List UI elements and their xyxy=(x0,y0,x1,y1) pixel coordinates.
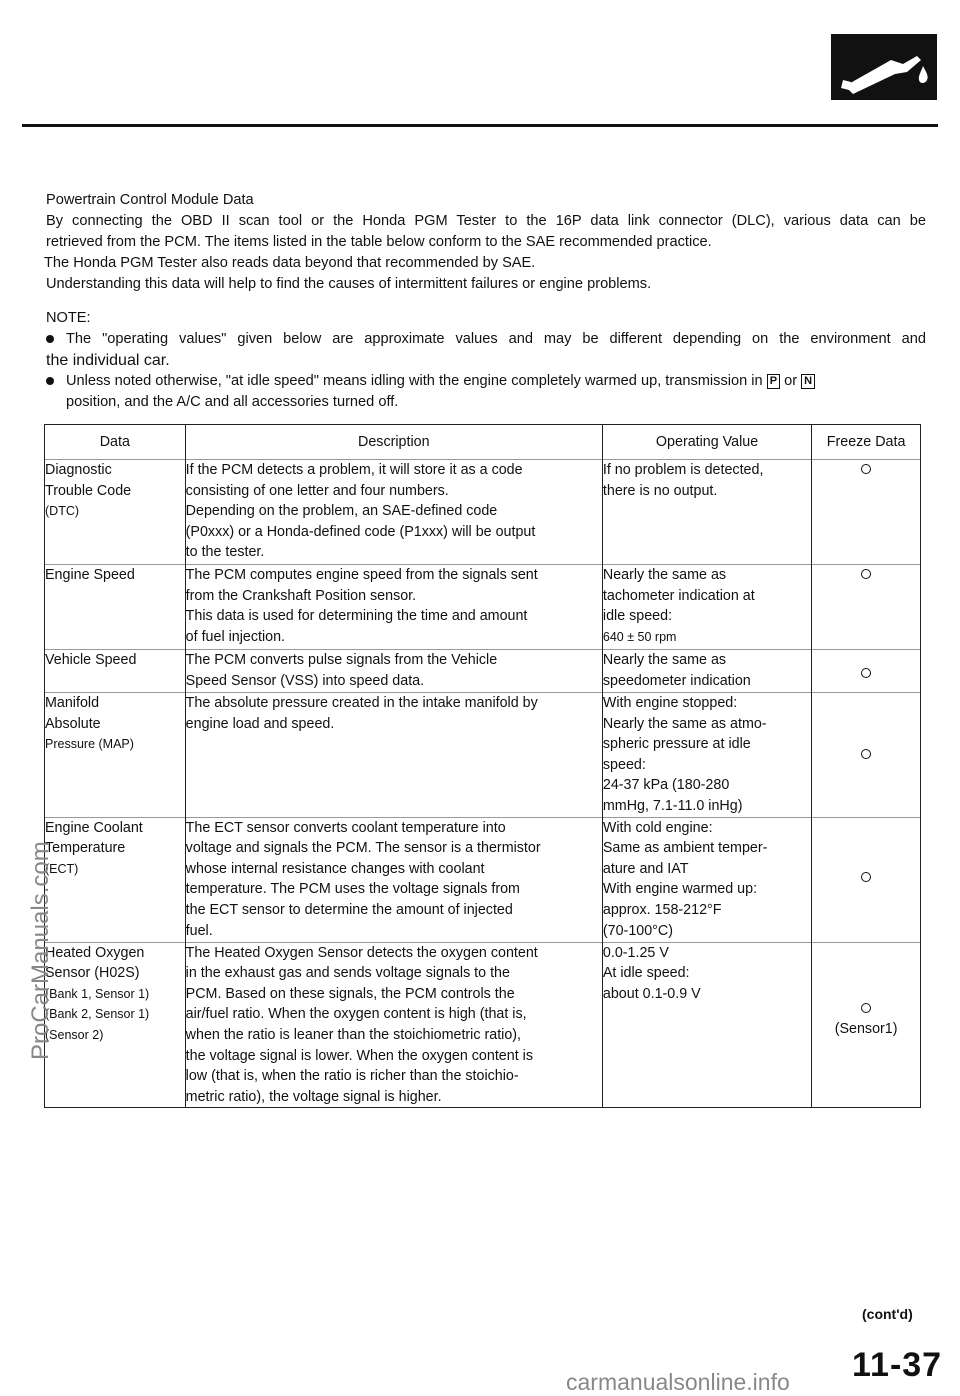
value-line: speedometer indication xyxy=(602,672,751,689)
data-line: Trouble Code xyxy=(45,482,132,499)
column-header-freeze-data: Freeze Data xyxy=(812,425,921,460)
table-row xyxy=(45,942,921,1108)
data-line: (ECT) xyxy=(45,861,79,876)
neutral-position-icon: N xyxy=(801,374,815,389)
side-watermark: ProCarManuals.com xyxy=(27,841,54,1060)
description-line: engine load and speed. xyxy=(185,715,335,732)
operating-value-cell xyxy=(602,942,811,1108)
note-text: The "operating values" given below are approximate values and may be different depending on the environment and xyxy=(66,331,926,347)
table-row xyxy=(45,565,921,650)
data-line: Heated Oxygen xyxy=(45,944,145,961)
note-text xyxy=(66,371,926,392)
oil-can-icon xyxy=(831,34,937,100)
continued-label: (cont'd) xyxy=(862,1306,913,1322)
value-line: Nearly the same as xyxy=(602,652,727,668)
data-cell xyxy=(45,817,186,942)
intro-line: Understanding this data will help to find the causes of intermittent failures or engine problems. xyxy=(46,276,652,292)
value-line: tachometer indication at xyxy=(602,587,755,604)
description-line: whose internal resistance changes with coolant xyxy=(185,860,485,877)
data-cell xyxy=(45,565,186,650)
description-line: metric ratio), the voltage signal is higher. xyxy=(185,1088,442,1105)
description-line: low (that is, when the ratio is richer than the stoichio- xyxy=(185,1068,519,1085)
description-line: of fuel injection. xyxy=(185,628,286,645)
value-line: With engine stopped: xyxy=(602,695,738,711)
description-cell xyxy=(185,460,602,565)
freeze-data-cell xyxy=(812,693,921,818)
note-text-main: Unless noted otherwise, "at idle speed" means idling with the engine completely warmed up, transmission in xyxy=(66,373,763,389)
table-row xyxy=(45,650,921,693)
operating-value-cell xyxy=(602,693,811,818)
value-line: If no problem is detected, xyxy=(602,462,764,478)
header-rule xyxy=(22,124,938,127)
value-line: 640 ± 50 rpm xyxy=(602,629,677,644)
data-line: Absolute xyxy=(45,715,101,732)
table-row xyxy=(45,817,921,942)
data-line: Temperature xyxy=(45,840,126,857)
description-line: The absolute pressure created in the intake manifold by xyxy=(185,695,538,711)
data-line: Sensor (H02S) xyxy=(45,965,140,982)
freeze-data-cell xyxy=(812,460,921,565)
freeze-note: (Sensor1) xyxy=(834,1021,898,1038)
description-line: Depending on the problem, an SAE-defined code xyxy=(185,503,498,520)
value-line: 0.0-1.25 V xyxy=(602,944,669,961)
value-line: mmHg, 7.1-11.0 inHg) xyxy=(602,797,743,814)
description-line: voltage and signals the PCM. The sensor is a thermistor xyxy=(185,840,541,857)
data-cell xyxy=(45,460,186,565)
description-line: consisting of one letter and four numbers. xyxy=(185,482,449,499)
data-line: Pressure (MAP) xyxy=(45,737,134,752)
description-line: Speed Sensor (VSS) into speed data. xyxy=(185,672,425,689)
note-text: the individual car. xyxy=(46,352,170,369)
intro-line: The Honda PGM Tester also reads data beyond that recommended by SAE. xyxy=(44,255,536,271)
table-row xyxy=(45,460,921,565)
freeze-data-cell xyxy=(812,817,921,942)
data-line: Diagnostic xyxy=(45,462,112,478)
bullet-icon xyxy=(46,335,54,343)
description-line: If the PCM detects a problem, it will store it as a code xyxy=(185,462,523,478)
pcm-data-table xyxy=(44,424,921,1108)
operating-value-cell xyxy=(602,460,811,565)
data-line: (Bank 2, Sensor 1) xyxy=(45,1007,150,1022)
data-line: Vehicle Speed xyxy=(45,652,137,668)
value-line: 24-37 kPa (180-280 xyxy=(602,777,730,794)
freeze-data-cell xyxy=(812,942,921,1108)
freeze-mark-icon xyxy=(861,569,871,579)
data-line: Engine Speed xyxy=(45,567,135,583)
description-cell xyxy=(185,650,602,693)
data-line: (Bank 1, Sensor 1) xyxy=(45,986,150,1001)
description-line: The PCM converts pulse signals from the Vehicle xyxy=(185,652,498,668)
description-line: The Heated Oxygen Sensor detects the oxygen content xyxy=(185,944,538,961)
value-line: speed: xyxy=(602,756,646,773)
description-line: to the tester. xyxy=(185,544,265,561)
bottom-watermark: carmanualsonline.info xyxy=(566,1369,790,1395)
notes-heading: NOTE: xyxy=(46,310,91,326)
value-line: about 0.1-0.9 V xyxy=(602,985,701,1002)
operating-value-cell xyxy=(602,817,811,942)
operating-value-cell xyxy=(602,565,811,650)
description-line: from the Crankshaft Position sensor. xyxy=(185,587,417,604)
value-line: Same as ambient temper- xyxy=(602,840,768,857)
description-line: PCM. Based on these signals, the PCM controls the xyxy=(185,985,515,1002)
intro-title: Powertrain Control Module Data xyxy=(46,192,254,208)
column-header-description: Description xyxy=(185,425,602,460)
data-cell xyxy=(45,650,186,693)
description-line: This data is used for determining the time and amount xyxy=(185,608,528,625)
value-line: At idle speed: xyxy=(602,965,690,982)
intro-line: retrieved from the PCM. The items listed in the table below conform to the SAE recommended practice. xyxy=(46,234,712,250)
data-line: Manifold xyxy=(45,695,100,711)
description-line: the voltage signal is lower. When the oxygen content is xyxy=(185,1047,533,1064)
freeze-data-cell xyxy=(812,565,921,650)
intro-line: By connecting the OBD II scan tool or the Honda PGM Tester to the 16P data link connector (DLC), various data can be xyxy=(46,213,926,229)
description-line: when the ratio is leaner than the stoichiometric ratio), xyxy=(185,1026,522,1043)
value-line: idle speed: xyxy=(602,608,673,625)
description-cell xyxy=(185,693,602,818)
description-line: The PCM computes engine speed from the signals sent xyxy=(185,567,538,583)
description-cell xyxy=(185,565,602,650)
note-item xyxy=(46,371,926,413)
data-line: (DTC) xyxy=(45,504,80,519)
data-cell xyxy=(45,942,186,1108)
data-line: (Sensor 2) xyxy=(45,1027,104,1042)
column-header-data: Data xyxy=(45,425,186,460)
note-text: position, and the A/C and all accessories turned off. xyxy=(66,394,399,410)
freeze-mark-icon xyxy=(861,668,871,678)
note-item xyxy=(46,329,926,371)
freeze-mark-icon xyxy=(861,872,871,882)
description-line: the ECT sensor to determine the amount of injected xyxy=(185,901,513,918)
park-position-icon: P xyxy=(767,374,780,389)
data-cell xyxy=(45,693,186,818)
column-header-operating-value: Operating Value xyxy=(602,425,811,460)
table-row xyxy=(45,693,921,818)
description-cell xyxy=(185,817,602,942)
page-number: 11-37 xyxy=(852,1346,943,1384)
data-line: Engine Coolant xyxy=(45,819,143,836)
intro-paragraph xyxy=(46,190,926,295)
value-line: With engine warmed up: xyxy=(602,881,758,898)
description-line: The ECT sensor converts coolant temperature into xyxy=(185,819,506,836)
value-line: (70-100°C) xyxy=(602,922,673,939)
description-line: in the exhaust gas and sends voltage signals to the xyxy=(185,965,510,982)
description-line: temperature. The PCM uses the voltage signals from xyxy=(185,881,520,898)
freeze-data-cell xyxy=(812,650,921,693)
description-line: air/fuel ratio. When the oxygen content is high (that is, xyxy=(185,1006,527,1023)
value-line: ature and IAT xyxy=(602,860,689,877)
value-line: Nearly the same as xyxy=(602,567,727,583)
freeze-mark-icon xyxy=(861,1003,871,1013)
table-header-row xyxy=(45,425,921,460)
value-line: there is no output. xyxy=(602,482,718,499)
value-line: Nearly the same as atmo- xyxy=(602,715,767,732)
value-line: With cold engine: xyxy=(602,819,713,836)
value-line: approx. 158-212°F xyxy=(602,901,722,918)
bullet-icon xyxy=(46,377,54,385)
operating-value-cell xyxy=(602,650,811,693)
note-text-or: or xyxy=(784,373,798,389)
notes xyxy=(46,308,926,413)
value-line: spheric pressure at idle xyxy=(602,736,751,753)
description-line: fuel. xyxy=(185,922,213,939)
description-cell xyxy=(185,942,602,1108)
description-line: (P0xxx) or a Honda-defined code (P1xxx) will be output xyxy=(185,523,536,540)
freeze-mark-icon xyxy=(861,464,871,474)
freeze-mark-icon xyxy=(861,749,871,759)
